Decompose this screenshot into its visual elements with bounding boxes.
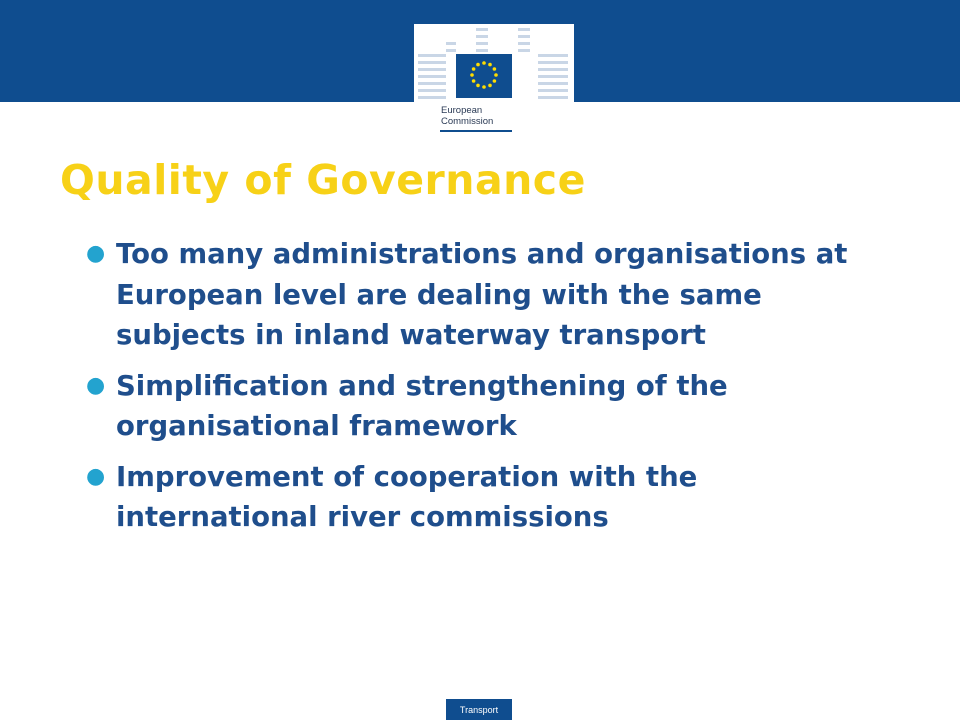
bullet-dot-icon: ● bbox=[86, 372, 106, 398]
bullet-text: Simplification and strengthening of the organisational framework bbox=[116, 369, 728, 442]
bullet-item bbox=[86, 457, 886, 538]
logo-text-line2: Commission bbox=[441, 116, 494, 127]
bullet-text: Improvement of cooperation with the international river commissions bbox=[116, 460, 698, 533]
european-commission-logo bbox=[414, 24, 574, 136]
bullet-item bbox=[86, 234, 886, 356]
bullet-list bbox=[86, 234, 886, 548]
logo-text-line1: European bbox=[441, 105, 483, 116]
bullet-text: Too many administrations and organisations at European level are dealing with the same subjects in inland waterway transport bbox=[116, 238, 848, 351]
bullet-item bbox=[86, 366, 886, 447]
slide-title: Quality of Governance bbox=[60, 156, 586, 204]
bullet-dot-icon: ● bbox=[86, 463, 106, 489]
bullet-dot-icon: ● bbox=[86, 241, 106, 266]
footer-label: Transport bbox=[446, 699, 512, 720]
